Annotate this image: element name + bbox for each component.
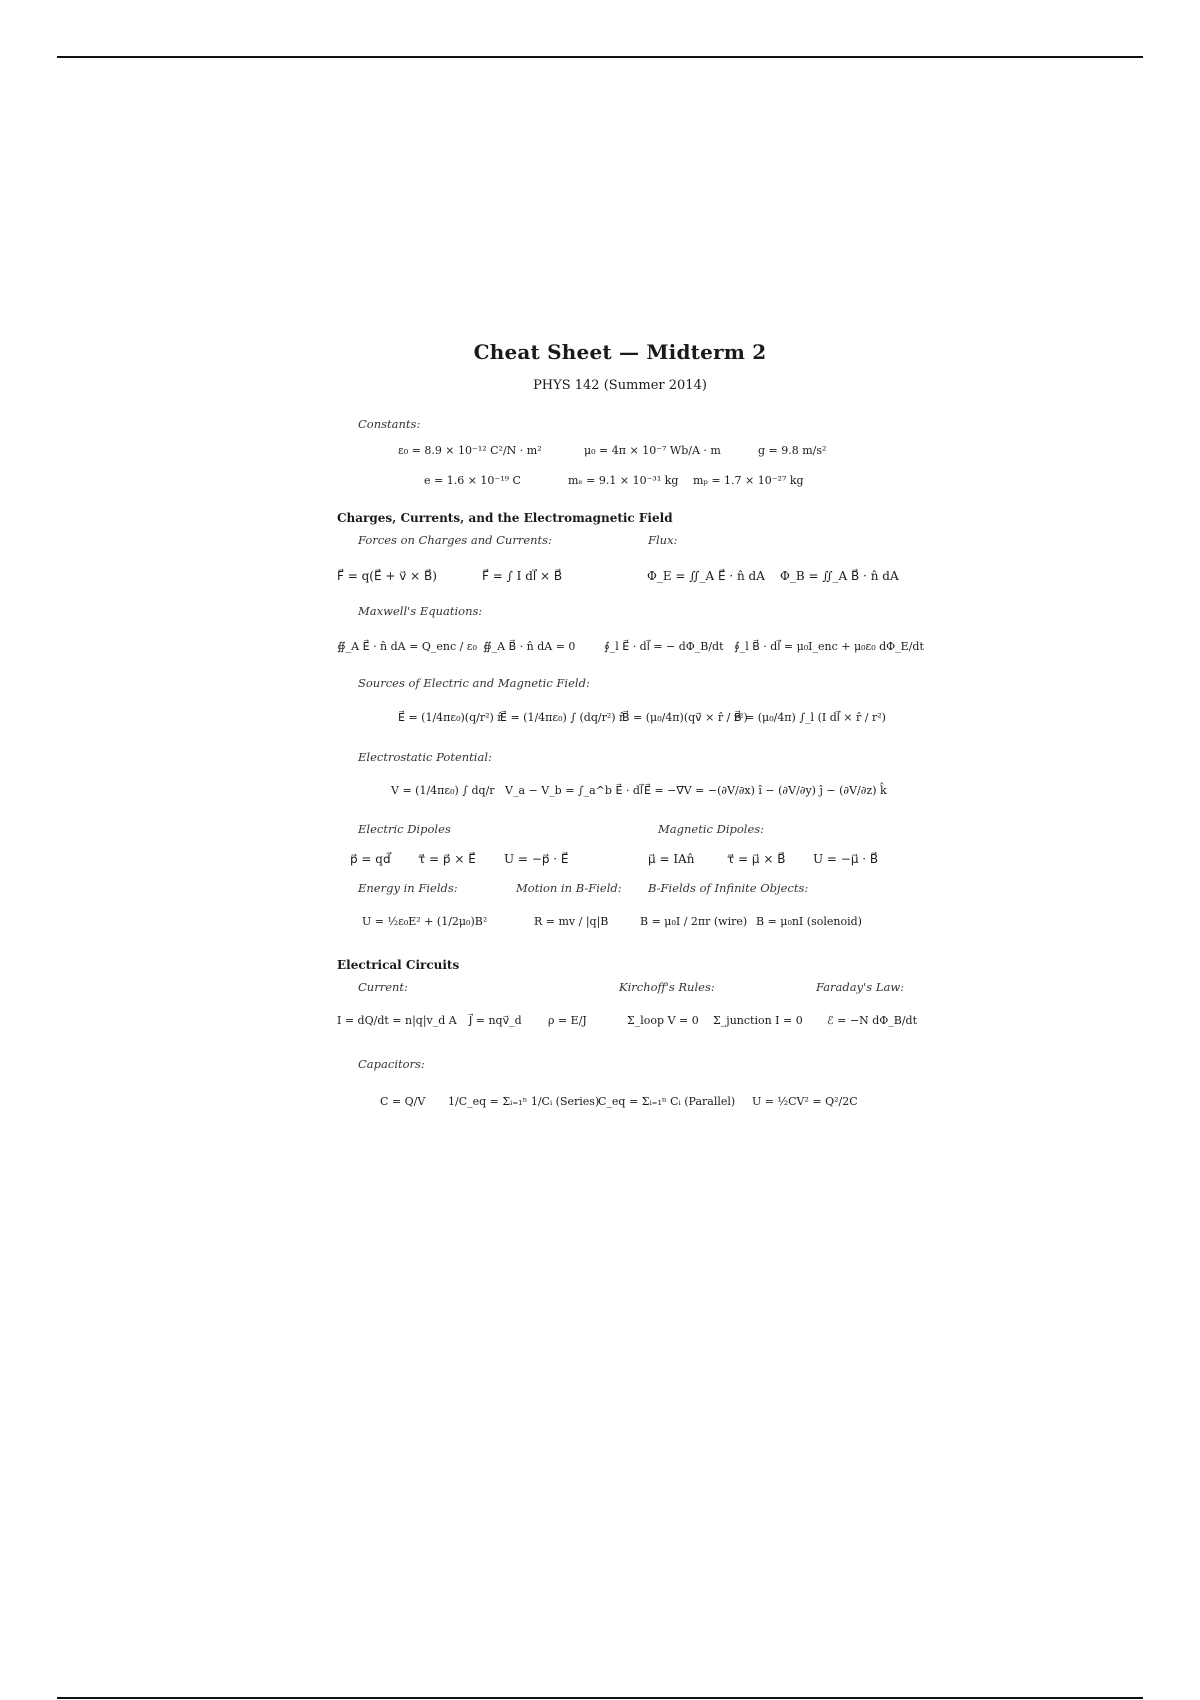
page-title: Cheat Sheet — Midterm 2 (473, 340, 767, 364)
field-gradient: E⃗ = −∇⃗V = −(∂V/∂x) î − (∂V/∂y) ĵ − (∂V/∂z) k̂ (644, 784, 887, 797)
electric-flux: Φ_E = ∬_A E⃗ · n̂ dA (647, 569, 765, 583)
lorentz-force: F⃗ = q(E⃗ + v⃗ × B⃗) (337, 569, 437, 583)
solenoid-field: B = μ₀nI (solenoid) (756, 915, 862, 928)
maxwell-label: Maxwell's Equations: (358, 604, 483, 618)
ampere-maxwell: ∮_l B⃗ · dl⃗ = μ₀I_enc + μ₀ε₀ dΦ_E/dt (734, 640, 924, 653)
top-rule (57, 56, 1143, 58)
current-force: F⃗ = ∫ I dl⃗ × B⃗ (482, 569, 563, 583)
constant-e: e = 1.6 × 10⁻¹⁹ C (424, 474, 521, 487)
section-em-heading: Charges, Currents, and the Electromagnetic Field (337, 511, 673, 525)
cheat-sheet (335, 340, 905, 393)
cyclotron-radius: R = mv / |q|B (534, 915, 609, 928)
resistivity: ρ = E/J (548, 1014, 587, 1027)
current-density: J⃗ = nqv⃗_d (469, 1014, 522, 1027)
sources-label: Sources of Electric and Magnetic Field: (358, 676, 590, 690)
constant-mp: mₚ = 1.7 × 10⁻²⁷ kg (693, 474, 804, 487)
faraday-integral: ∮_l E⃗ · dl⃗ = − dΦ_B/dt (604, 640, 724, 653)
energy-label: Energy in Fields: (358, 881, 458, 895)
magnetic-dipoles-label: Magnetic Dipoles: (658, 822, 765, 836)
infinite-objects-label: B-Fields of Infinite Objects: (648, 881, 809, 895)
parallel-capacitance: C_eq = Σᵢ₌₁ⁿ Cᵢ (Parallel) (598, 1095, 736, 1108)
current-definition: I = dQ/dt = n|q|v_d A (337, 1014, 457, 1027)
constants-label: Constants: (358, 417, 421, 431)
potential-difference: V_a − V_b = ∫_a^b E⃗ · dl⃗ (505, 784, 643, 797)
point-charge-field: E⃗ = (1/4πε₀)(q/r²) r̂ (398, 711, 503, 724)
dipole-energy: U = −p⃗ · E⃗ (504, 852, 569, 866)
wire-field: B = μ₀I / 2πr (wire) (640, 915, 748, 928)
magnetic-torque: τ⃗ = μ⃗ × B⃗ (727, 852, 786, 866)
flux-label: Flux: (648, 533, 678, 547)
magnetic-energy: U = −μ⃗ · B⃗ (813, 852, 879, 866)
junction-rule: Σ_junction I = 0 (713, 1014, 803, 1027)
faraday-label: Faraday's Law: (816, 980, 905, 994)
motion-label: Motion in B-Field: (516, 881, 622, 895)
page-subtitle: PHYS 142 (Summer 2014) (533, 378, 707, 393)
current-label: Current: (358, 980, 408, 994)
loop-rule: Σ_loop V = 0 (627, 1014, 699, 1027)
potential-integral: V = (1/4πε₀) ∫ dq/r (391, 784, 495, 797)
kirchhoff-label: Kirchoff's Rules: (619, 980, 715, 994)
constant-epsilon: ε₀ = 8.9 × 10⁻¹² C²/N · m² (398, 444, 542, 457)
faraday-law: ℰ = −N dΦ_B/dt (827, 1014, 918, 1027)
constant-g: g = 9.8 m/s² (758, 444, 827, 457)
constant-me: mₑ = 9.1 × 10⁻³¹ kg (568, 474, 679, 487)
dipole-moment: p⃗ = qd⃗ (350, 852, 391, 866)
series-capacitance: 1/C_eq = Σᵢ₌₁ⁿ 1/Cᵢ (Series) (448, 1095, 600, 1108)
gauss-law: ∯_A E⃗ · n̂ dA = Q_enc / ε₀ (337, 640, 477, 653)
capacitor-energy: U = ½CV² = Q²/2C (752, 1095, 858, 1108)
constant-mu: μ₀ = 4π × 10⁻⁷ Wb/A · m (584, 444, 721, 457)
biot-savart: B⃗ = (μ₀/4π) ∫_l (I dl⃗ × r̂ / r²) (734, 711, 886, 724)
section-circuits-heading: Electrical Circuits (337, 958, 460, 972)
moving-charge-field: B⃗ = (μ₀/4π)(qv⃗ × r̂ / r²) (622, 711, 748, 724)
bottom-rule (57, 1697, 1143, 1699)
magnetic-moment: μ⃗ = IAn̂ (648, 852, 695, 866)
gauss-magnetism: ∯_A B⃗ · n̂ dA = 0 (483, 640, 576, 653)
dipole-torque: τ⃗ = p⃗ × E⃗ (418, 852, 476, 866)
field-energy: U = ½ε₀E² + (1/2μ₀)B² (362, 915, 488, 928)
potential-label: Electrostatic Potential: (358, 750, 492, 764)
forces-label: Forces on Charges and Currents: (358, 533, 552, 547)
capacitors-label: Capacitors: (358, 1057, 425, 1071)
magnetic-flux: Φ_B = ∬_A B⃗ · n̂ dA (780, 569, 899, 583)
distribution-field: E⃗ = (1/4πε₀) ∫ (dq/r²) r̂ (500, 711, 625, 724)
electric-dipoles-label: Electric Dipoles (358, 822, 451, 836)
capacitance: C = Q/V (380, 1095, 426, 1108)
